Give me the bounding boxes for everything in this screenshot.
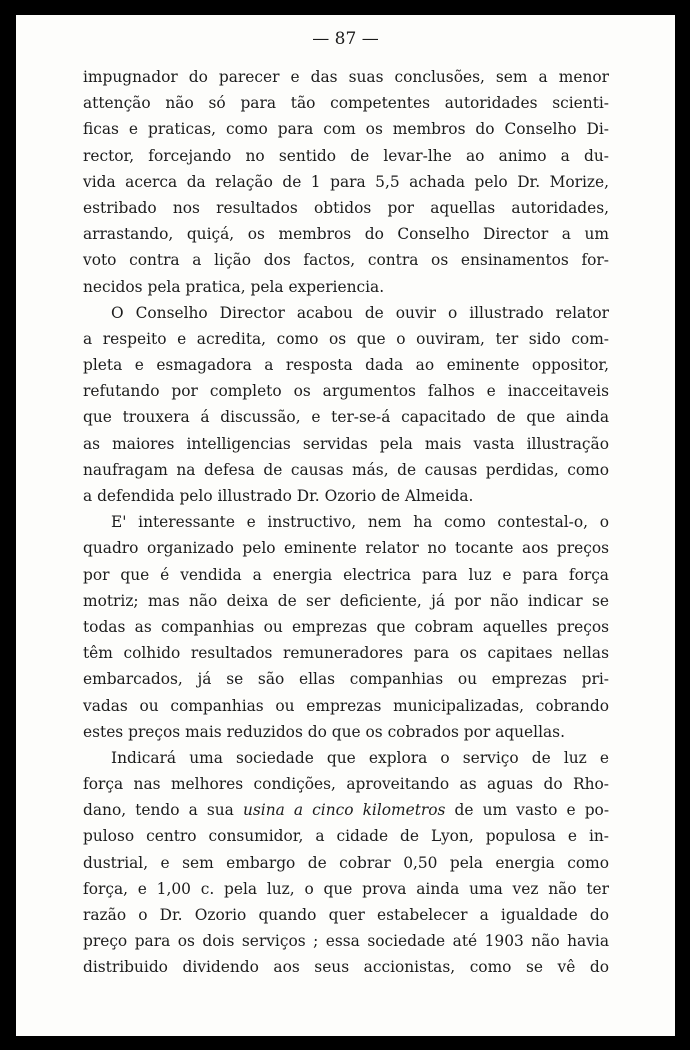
- body-text: [83, 64, 609, 981]
- paragraph: [83, 300, 609, 510]
- text-line: refutando por completo os argumentos falhos e inacceitaveis: [83, 382, 609, 401]
- text-line: puloso centro consumidor, a cidade de Lyon, populosa e in-: [83, 827, 609, 846]
- text-line: todas as companhias ou emprezas que cobram aquelles preços: [83, 617, 609, 636]
- text-line: rector, forcejando no sentido de levar-lhe ao animo a du-: [83, 146, 609, 165]
- text-line: embarcados, já se são ellas companhias ou emprezas pri-: [83, 670, 609, 689]
- text-line: naufragam na defesa de causas más, de causas perdidas, como: [83, 460, 609, 479]
- paragraph: [83, 745, 609, 981]
- text-line: necidos pela pratica, pela experiencia.: [83, 277, 385, 296]
- text-line: O Conselho Director acabou de ouvir o illustrado relator: [111, 303, 609, 322]
- text-line: força, e 1,00 c. pela luz, o que prova ainda uma vez não ter: [83, 879, 609, 898]
- text-line: preço para os dois serviços ; essa sociedade até 1903 não havia: [83, 932, 609, 951]
- text-line: attenção não só para tão competentes autoridades scienti-: [83, 94, 609, 113]
- italic-text: usina a cinco kilometros: [242, 801, 446, 820]
- text-line: estribado nos resultados obtidos por aquellas autoridades,: [83, 198, 609, 217]
- text-line: razão o Dr. Ozorio quando quer estabelecer a igualdade do: [83, 906, 609, 924]
- text-line: vida acerca da relação de 1 para 5,5 achada pelo Dr. Morize,: [83, 172, 609, 191]
- text-line: têm colhido resultados remuneradores para os capitaes nellas: [83, 644, 609, 663]
- text-line: arrastando, quiçá, os membros do Conselho Director a um: [83, 225, 609, 244]
- text-line: a respeito e acredita, como os que o ouviram, ter sido com-: [83, 329, 609, 348]
- paragraph: [83, 64, 609, 300]
- text-line: estes preços mais reduzidos do que os cobrados por aquellas.: [83, 722, 565, 741]
- page-number: — 87 —: [312, 29, 379, 49]
- text-line: impugnador do parecer e das suas conclusões, sem a menor: [83, 68, 609, 86]
- text-line: voto contra a lição dos factos, contra os ensinamentos for-: [83, 251, 609, 270]
- document-page: [16, 15, 675, 1036]
- text-line: vadas ou companhias ou emprezas municipalizadas, cobrando: [83, 696, 609, 715]
- text-line: motriz; mas não deixa de ser deficiente, já por não indicar se: [83, 591, 609, 610]
- text-line: que trouxera á discussão, e ter-se-á capacitado de que ainda: [83, 408, 609, 427]
- paragraph: [83, 509, 609, 745]
- text-line: por que é vendida a energia electrica para luz e para força: [83, 565, 609, 584]
- text-line: Indicará uma sociedade que explora o serviço de luz e: [111, 748, 609, 767]
- text-line: dustrial, e sem embargo de cobrar 0,50 pela energia como: [83, 853, 609, 872]
- text-line: ficas e praticas, como para com os membros do Conselho Di-: [83, 120, 609, 139]
- text-line: E' interessante e instructivo, nem ha como contestal-o, o: [111, 513, 609, 532]
- text-line: pleta e esmagadora a resposta dada ao eminente oppositor,: [83, 356, 609, 375]
- text-line: força nas melhores condições, aproveitando as aguas do Rho-: [83, 775, 609, 794]
- text-line: a defendida pelo illustrado Dr. Ozorio de Almeida.: [83, 487, 474, 505]
- text-line: as maiores intelligencias servidas pela mais vasta illustração: [83, 434, 609, 453]
- text-line: distribuido dividendo aos seus accionistas, como se vê do: [83, 958, 609, 977]
- text-line: dano, tendo a sua usina a cinco kilometros de um vasto e po-: [83, 801, 610, 820]
- text-line: quadro organizado pelo eminente relator no tocante aos preços: [83, 539, 609, 558]
